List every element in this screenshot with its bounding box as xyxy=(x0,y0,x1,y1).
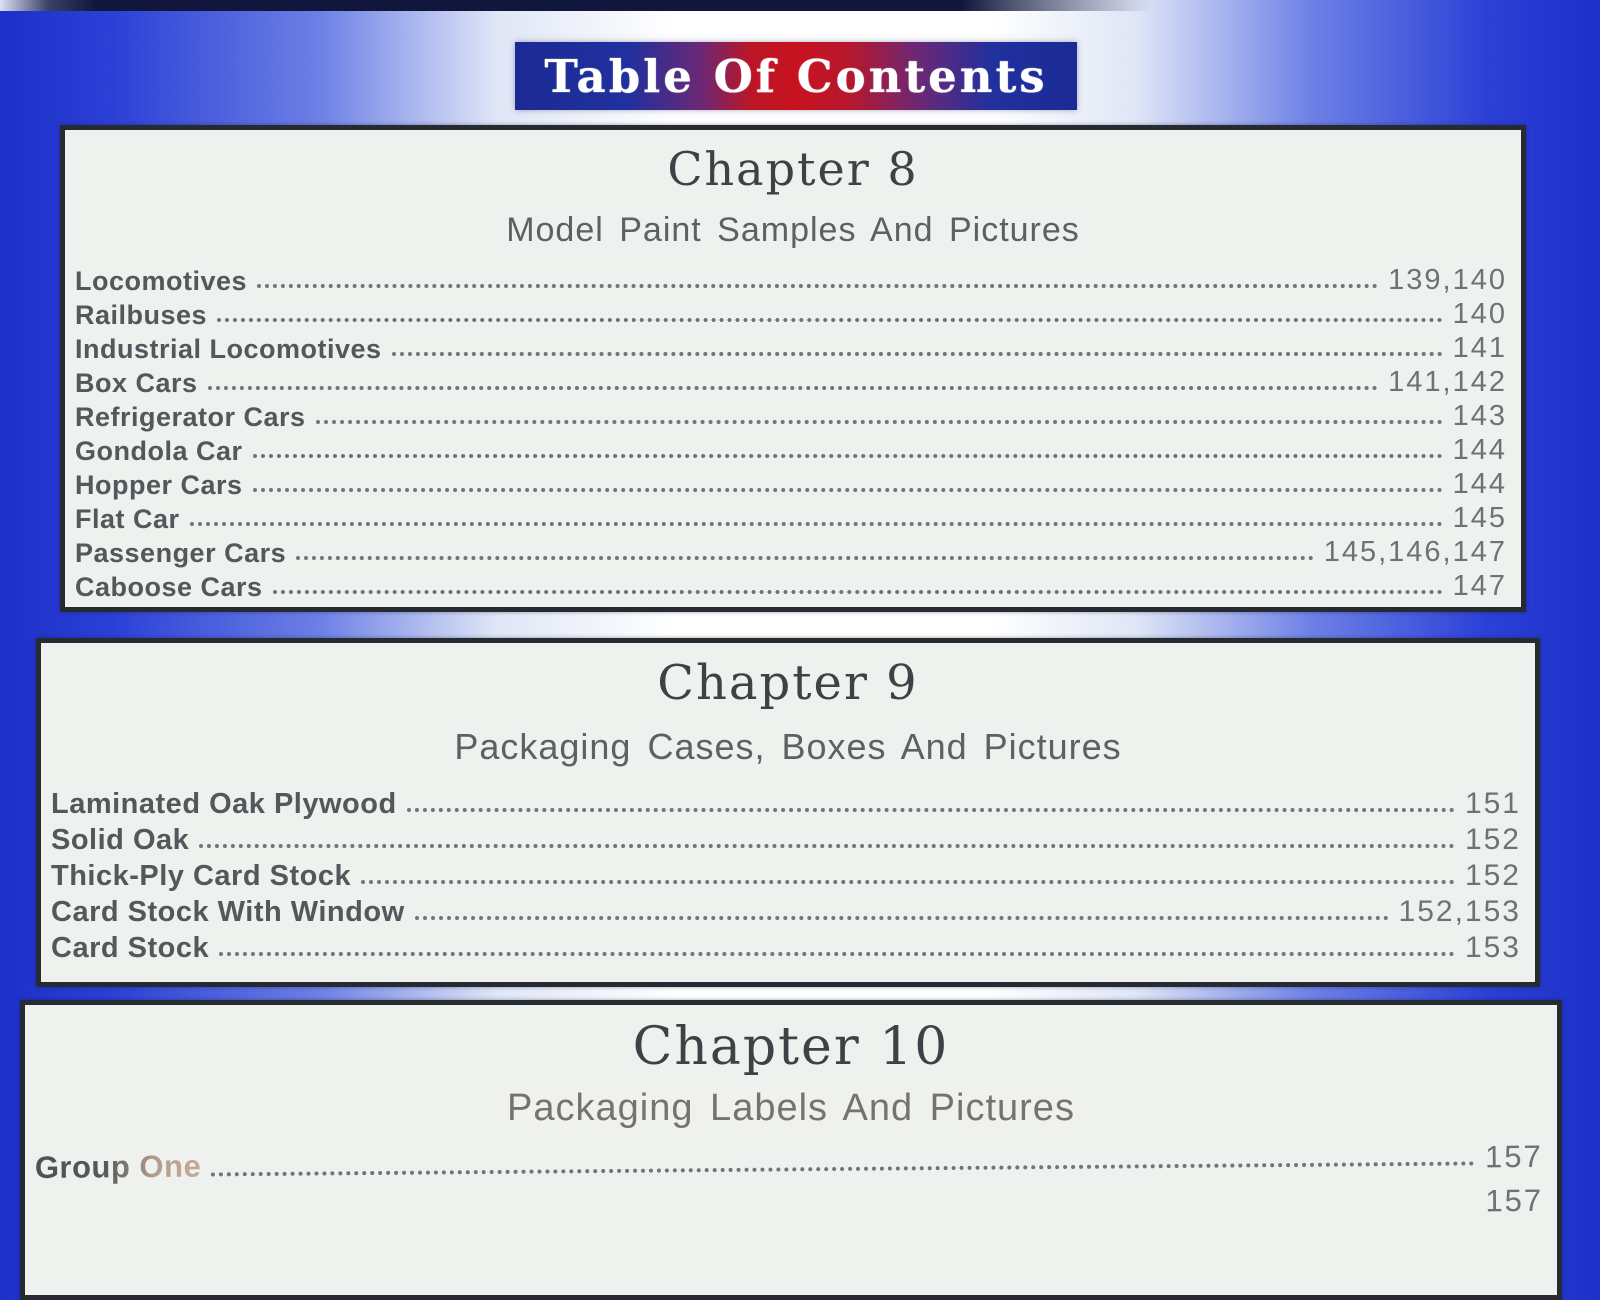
leader-dots xyxy=(208,386,1379,390)
toc-entry-row xyxy=(75,397,1507,431)
toc-entry-row xyxy=(75,499,1507,533)
leader-dots xyxy=(273,590,1443,594)
entry-label: Locomotives xyxy=(75,265,248,296)
entry-pages: 140 xyxy=(1452,298,1507,330)
entry-label: Group One xyxy=(34,1149,202,1186)
leader-dots xyxy=(296,556,1314,560)
toc-entry-row xyxy=(51,891,1521,927)
entry-pages: 145,146,147 xyxy=(1323,536,1507,568)
toc-entry-row xyxy=(75,431,1507,465)
entry-label: Caboose Cars xyxy=(75,571,263,602)
leader-dots xyxy=(361,880,1455,884)
toc-entry-row xyxy=(75,295,1507,329)
entry-label: Passenger Cars xyxy=(75,537,287,568)
leader-dots xyxy=(253,488,1443,492)
toc-entries xyxy=(75,261,1507,601)
toc-entry-row xyxy=(75,363,1507,397)
entry-pages: 152,153 xyxy=(1398,895,1521,928)
toc-entry-row xyxy=(75,261,1507,295)
chapter-subtitle: Packaging Labels And Pictures xyxy=(507,1087,1075,1129)
entry-label: Box Cars xyxy=(75,367,198,398)
entry-label: Solid Oak xyxy=(51,823,190,856)
toc-entries xyxy=(51,783,1521,963)
leader-dots xyxy=(253,454,1443,458)
top-glare-strip xyxy=(0,0,1600,11)
leader-dots xyxy=(219,952,1455,956)
leader-dots xyxy=(199,844,1455,848)
toc-entry-row xyxy=(75,567,1507,601)
toc-banner-title: Table Of Contents xyxy=(544,49,1048,103)
toc-entries xyxy=(35,1126,1544,1231)
leader-dots xyxy=(407,808,1455,812)
leader-dots xyxy=(190,522,1443,526)
chapter-box xyxy=(20,1000,1562,1300)
chapter-number: Chapter 10 xyxy=(632,1017,950,1077)
leader-dots xyxy=(217,318,1443,322)
entry-label: Card Stock xyxy=(51,931,210,964)
leader-dots xyxy=(316,420,1443,424)
leader-dots xyxy=(415,916,1389,920)
entry-pages: 141,142 xyxy=(1388,366,1507,398)
entry-label: Gondola Car xyxy=(75,435,243,466)
entry-label: Card Stock With Window xyxy=(51,895,405,928)
entry-pages: 145 xyxy=(1452,502,1507,534)
toc-entry-row xyxy=(51,819,1521,855)
entry-label: Industrial Locomotives xyxy=(75,333,382,364)
chapter-subtitle: Model Paint Samples And Pictures xyxy=(506,211,1080,249)
entry-pages: 157 xyxy=(1485,1182,1544,1219)
entry-label: Refrigerator Cars xyxy=(75,401,306,432)
entry-label: Railbuses xyxy=(75,299,208,330)
entry-pages: 151 xyxy=(1464,787,1521,820)
entry-pages: 144 xyxy=(1452,434,1507,466)
entry-pages: 153 xyxy=(1464,931,1521,964)
entry-pages: 141 xyxy=(1452,332,1507,364)
entry-pages: 144 xyxy=(1452,468,1507,500)
chapter-number: Chapter 8 xyxy=(667,142,919,196)
chapter-number: Chapter 9 xyxy=(657,655,919,711)
toc-entry-row xyxy=(75,329,1507,363)
toc-banner xyxy=(515,42,1077,110)
chapter-box xyxy=(36,638,1540,987)
entry-label: Thick-Ply Card Stock xyxy=(51,859,352,892)
entry-pages: 143 xyxy=(1452,400,1507,432)
leader-dots xyxy=(392,352,1443,356)
toc-entry-row xyxy=(51,855,1521,891)
entry-pages: 139,140 xyxy=(1388,264,1507,296)
toc-entry-row xyxy=(51,927,1521,963)
entry-pages: 157 xyxy=(1484,1138,1543,1175)
toc-entry-row xyxy=(75,533,1507,567)
leader-dots xyxy=(257,284,1378,288)
entry-pages: 152 xyxy=(1464,859,1521,892)
toc-entry-row xyxy=(51,783,1521,819)
entry-pages: 152 xyxy=(1464,823,1521,856)
entry-label: Laminated Oak Plywood xyxy=(51,787,397,820)
entry-label: Hopper Cars xyxy=(75,469,243,500)
toc-entry-row xyxy=(75,465,1507,499)
chapter-subtitle: Packaging Cases, Boxes And Pictures xyxy=(454,726,1122,767)
entry-label: Flat Car xyxy=(75,503,180,534)
entry-pages: 147 xyxy=(1452,570,1507,602)
chapter-box xyxy=(60,125,1526,612)
